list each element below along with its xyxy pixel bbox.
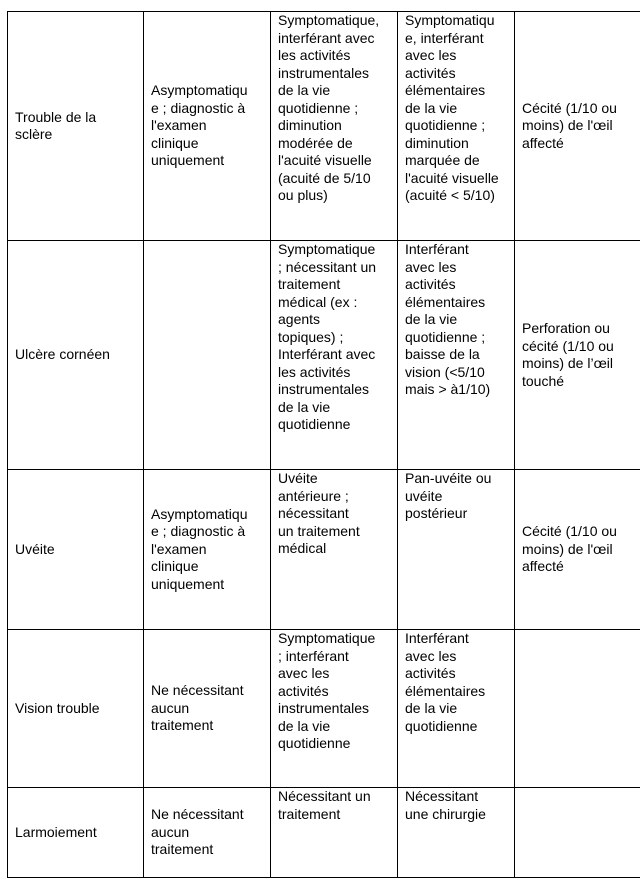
grade-2-cell: Uvéite antérieure ; nécessitant un traitement médical — [271, 470, 398, 630]
grade-4-cell — [515, 630, 640, 788]
row-label: Ulcère cornéen — [8, 241, 144, 470]
grade-1-cell: Asymptomatiqu e ; diagnostic à l'examen clinique uniquement — [144, 470, 271, 630]
grade-1-cell: Ne nécessitant aucun traitement — [144, 788, 271, 878]
adverse-event-grade-table — [7, 11, 640, 878]
table-row-uveite — [8, 470, 640, 630]
grade-1-cell: Ne nécessitant aucun traitement — [144, 630, 271, 788]
row-label: Vision trouble — [8, 630, 144, 788]
grade-3-cell: Nécessitant une chirurgie — [398, 788, 515, 878]
grade-2-cell: Symptomatique, interférant avec les activités instrumentales de la vie quotidienne ; diminution modérée de l'acuité visuelle (acuité de 5/10 ou plus) — [271, 12, 398, 241]
grade-4-cell: Perforation ou cécité (1/10 ou moins) de l’œil touché — [515, 241, 640, 470]
grade-2-cell: Symptomatique ; nécessitant un traitement médical (ex : agents topiques) ; Interférant avec les activités instrumentales de la vie quotidienne — [271, 241, 398, 470]
grade-3-cell: Interférant avec les activités élémentaires de la vie quotidienne ; baisse de la vision (<5/10 mais > à1/10) — [398, 241, 515, 470]
row-label: Larmoiement — [8, 788, 144, 878]
grade-2-cell: Symptomatique ; interférant avec les activités instrumentales de la vie quotidienne — [271, 630, 398, 788]
grade-4-cell: Cécité (1/10 ou moins) de l'œil affecté — [515, 12, 640, 241]
grade-4-cell — [515, 788, 640, 878]
row-label: Uvéite — [8, 470, 144, 630]
grade-3-cell: Interférant avec les activités élémentaires de la vie quotidienne — [398, 630, 515, 788]
table-row-larmoiement — [8, 788, 640, 878]
table-row-vision-trouble — [8, 630, 640, 788]
grade-3-cell: Pan-uvéite ou uvéite postérieur — [398, 470, 515, 630]
table-row-trouble-sclere — [8, 12, 640, 241]
grade-4-cell: Cécité (1/10 ou moins) de l'œil affecté — [515, 470, 640, 630]
row-label: Trouble de la sclère — [8, 12, 144, 241]
grade-1-cell — [144, 241, 271, 470]
grade-2-cell: Nécessitant un traitement — [271, 788, 398, 878]
grade-3-cell: Symptomatiqu e, interférant avec les activités élémentaires de la vie quotidienne ; diminution marquée de l'acuité visuelle (acuité < 5/10) — [398, 12, 515, 241]
grade-1-cell: Asymptomatiqu e ; diagnostic à l'examen clinique uniquement — [144, 12, 271, 241]
table-row-ulcere-corneen — [8, 241, 640, 470]
